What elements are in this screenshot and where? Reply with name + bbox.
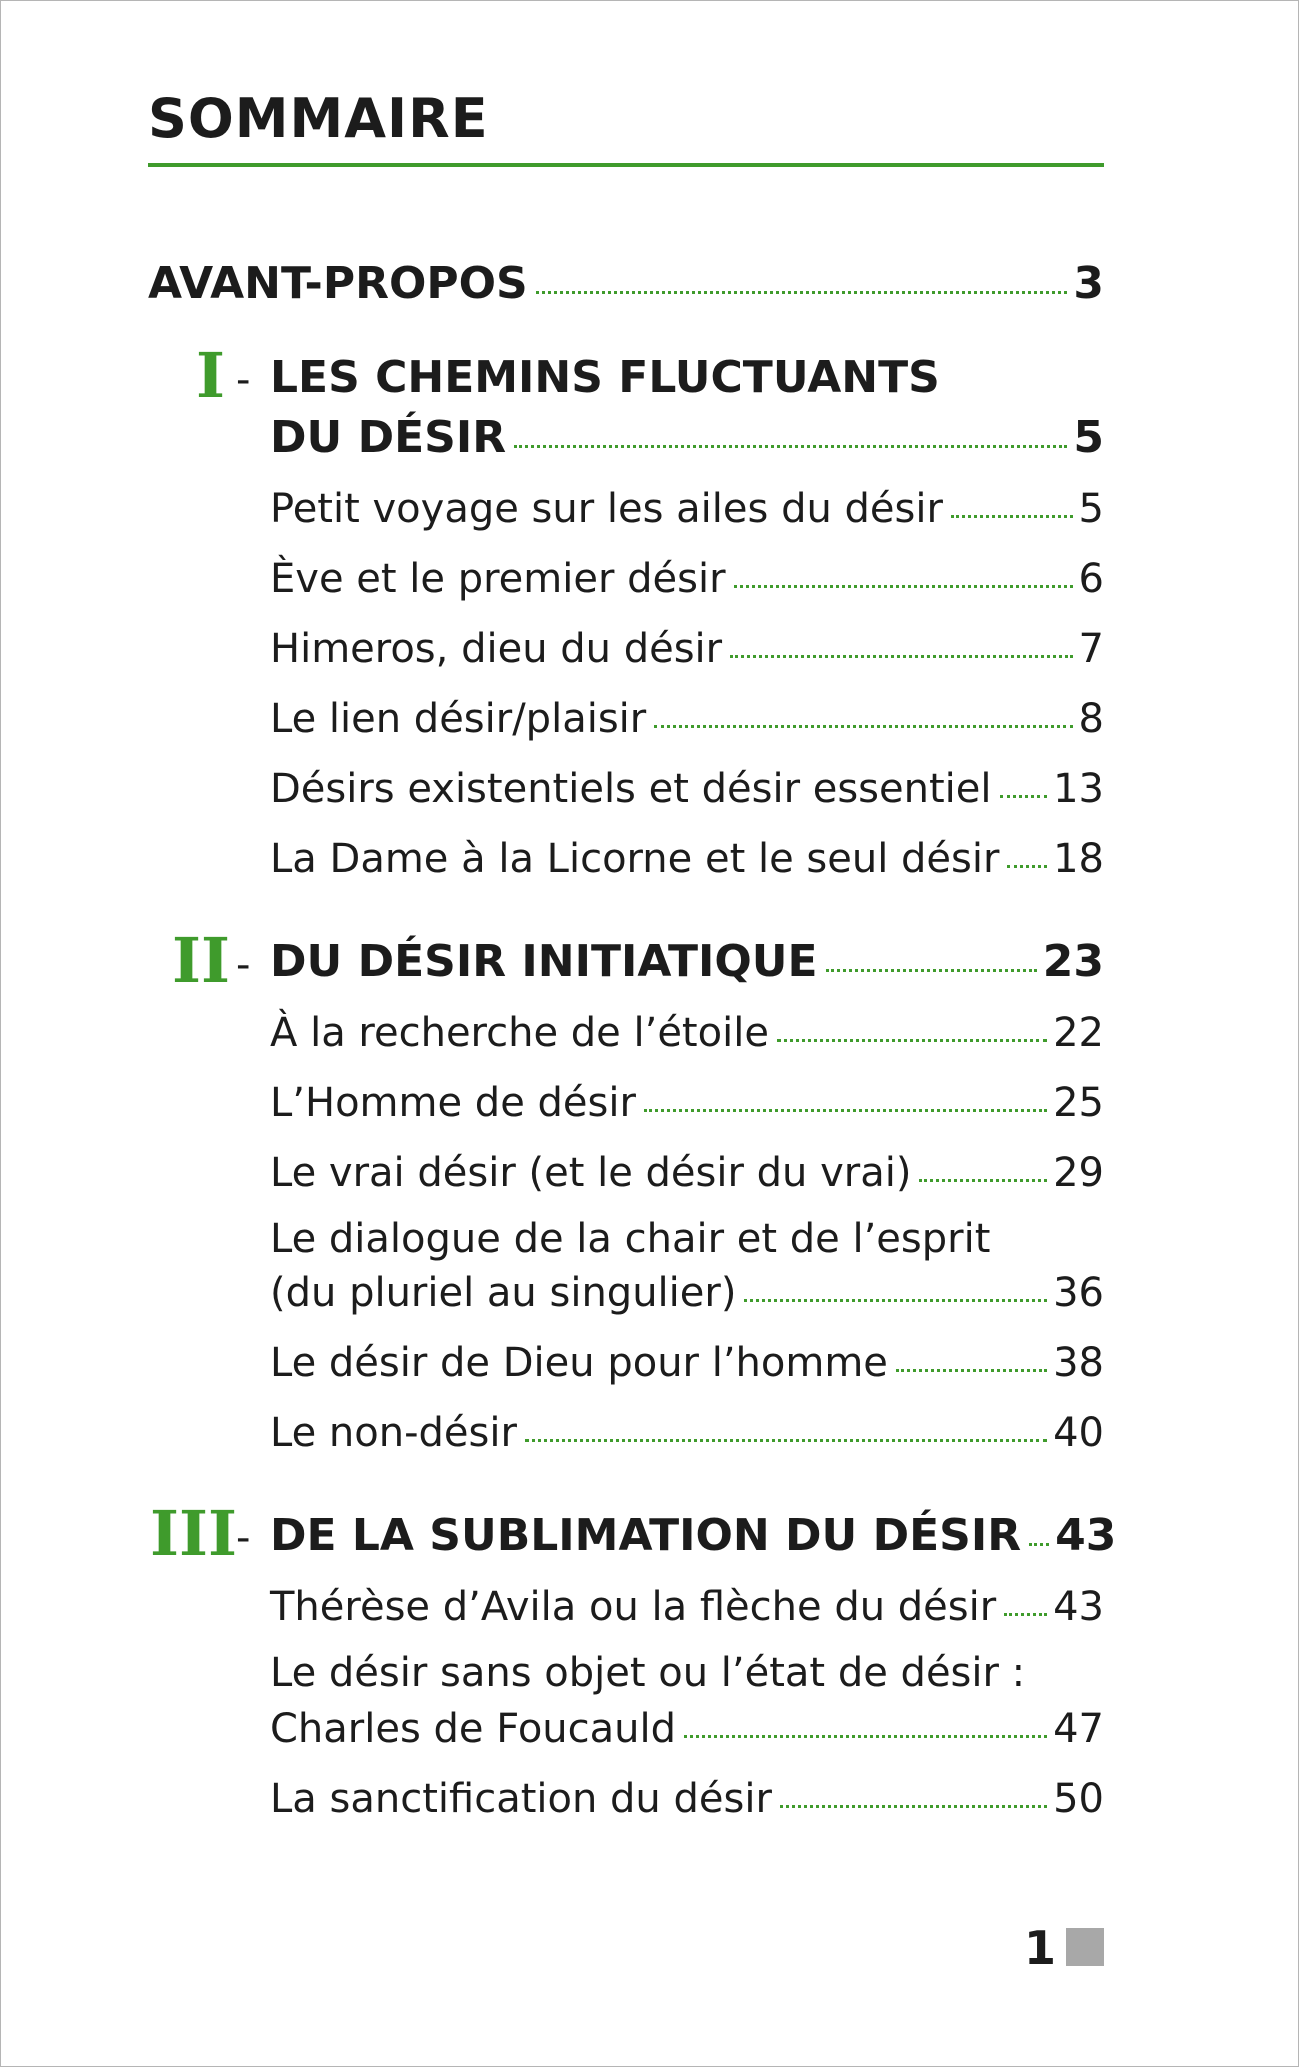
dot-leader xyxy=(919,1179,1047,1182)
toc-label: La sanctification du désir xyxy=(270,1776,772,1822)
toc-label: Le désir de Dieu pour l’homme xyxy=(270,1340,888,1386)
toc-label: Charles de Foucauld xyxy=(270,1706,676,1752)
dot-leader xyxy=(525,1439,1047,1442)
part-numeral-iii: III xyxy=(150,1497,238,1570)
dot-leader xyxy=(644,1109,1047,1112)
toc-entry[interactable] xyxy=(270,766,1104,812)
toc-label: AVANT-PROPOS xyxy=(148,258,528,309)
toc-entry[interactable] xyxy=(270,1410,1104,1456)
dot-leader xyxy=(744,1299,1047,1302)
toc-label: (du pluriel au singulier) xyxy=(270,1270,737,1316)
toc-page-number: 3 xyxy=(1073,258,1104,309)
dot-leader xyxy=(536,291,1068,294)
toc-entry[interactable] xyxy=(270,1584,1104,1630)
dot-leader xyxy=(684,1735,1047,1738)
toc-label: Le lien désir/plaisir xyxy=(270,696,647,742)
title-rule xyxy=(148,163,1104,167)
toc-page-number: 36 xyxy=(1053,1270,1104,1316)
page-title: SOMMAIRE xyxy=(148,87,489,150)
toc-label: L’Homme de désir xyxy=(270,1080,636,1126)
part-numeral-ii: II xyxy=(172,924,231,997)
toc-page-number: 38 xyxy=(1053,1340,1104,1386)
page-number: 1 xyxy=(1024,1921,1057,1975)
toc-label: La Dame à la Licorne et le seul désir xyxy=(270,836,1000,882)
toc-entry[interactable] xyxy=(270,1150,1104,1196)
part-dash: - xyxy=(236,357,251,403)
toc-page-number: 18 xyxy=(1053,836,1104,882)
toc-label: Désirs existentiels et désir essentiel xyxy=(270,766,992,812)
toc-entry[interactable] xyxy=(270,556,1104,602)
part-title: DU DÉSIR INITIATIQUE xyxy=(270,936,818,987)
part-title-line1: LES CHEMINS FLUCTUANTS xyxy=(270,352,940,403)
dot-leader xyxy=(826,969,1037,972)
toc-entry[interactable] xyxy=(270,836,1104,882)
toc-label-line1: Le désir sans objet ou l’état de désir : xyxy=(270,1650,1026,1696)
toc-label: Himeros, dieu du désir xyxy=(270,626,723,672)
toc-page-number: 13 xyxy=(1053,766,1104,812)
dot-leader xyxy=(896,1369,1047,1372)
dot-leader xyxy=(1007,865,1047,868)
toc-page-number: 7 xyxy=(1078,626,1104,672)
toc-label: Petit voyage sur les ailes du désir xyxy=(270,486,943,532)
toc-entry[interactable] xyxy=(270,1080,1104,1126)
toc-page-number: 5 xyxy=(1078,486,1104,532)
toc-page-number: 40 xyxy=(1053,1410,1104,1456)
toc-label: Thérèse d’Avila ou la flèche du désir xyxy=(270,1584,997,1630)
dot-leader xyxy=(1029,1543,1049,1546)
page-number-square xyxy=(1066,1928,1104,1966)
toc-page-number: 5 xyxy=(1073,412,1104,463)
toc-entry[interactable] xyxy=(270,1776,1104,1822)
dot-leader xyxy=(777,1039,1047,1042)
toc-page-number: 29 xyxy=(1053,1150,1104,1196)
toc-entry[interactable] xyxy=(270,696,1104,742)
dot-leader xyxy=(734,585,1073,588)
toc-entry[interactable] xyxy=(270,486,1104,532)
toc-page-number: 25 xyxy=(1053,1080,1104,1126)
toc-part-iii[interactable] xyxy=(270,1510,1117,1561)
toc-label: À la recherche de l’étoile xyxy=(270,1010,769,1056)
part-dash: - xyxy=(236,942,251,988)
dot-leader xyxy=(730,655,1072,658)
part-dash: - xyxy=(236,1515,251,1561)
dot-leader xyxy=(1000,795,1048,798)
dot-leader xyxy=(514,445,1067,448)
toc-part-ii[interactable] xyxy=(270,936,1104,987)
toc-page-number: 43 xyxy=(1053,1584,1104,1630)
toc-page-number: 6 xyxy=(1078,556,1104,602)
toc-label: Le vrai désir (et le désir du vrai) xyxy=(270,1150,912,1196)
toc-part-i[interactable] xyxy=(270,412,1104,463)
toc-page-number: 8 xyxy=(1078,696,1104,742)
toc-page-number: 22 xyxy=(1053,1010,1104,1056)
toc-entry[interactable] xyxy=(270,1270,1104,1316)
toc-page-number: 43 xyxy=(1055,1510,1117,1561)
dot-leader xyxy=(780,1805,1047,1808)
toc-entry[interactable] xyxy=(270,1340,1104,1386)
part-numeral-i: I xyxy=(196,339,226,412)
toc-entry[interactable] xyxy=(270,1706,1104,1752)
toc-label-line1: Le dialogue de la chair et de l’esprit xyxy=(270,1216,991,1262)
part-title: DE LA SUBLIMATION DU DÉSIR xyxy=(270,1510,1022,1561)
toc-label: Ève et le premier désir xyxy=(270,556,726,602)
part-title-line2: DU DÉSIR xyxy=(270,412,507,463)
toc-page-number: 23 xyxy=(1042,936,1104,987)
toc-avant-propos[interactable] xyxy=(148,258,1104,309)
dot-leader xyxy=(654,725,1072,728)
toc-page-number: 50 xyxy=(1053,1776,1104,1822)
dot-leader xyxy=(951,515,1073,518)
dot-leader xyxy=(1004,1613,1047,1616)
toc-label: Le non-désir xyxy=(270,1410,517,1456)
toc-entry[interactable] xyxy=(270,1010,1104,1056)
toc-entry[interactable] xyxy=(270,626,1104,672)
toc-page-number: 47 xyxy=(1053,1706,1104,1752)
